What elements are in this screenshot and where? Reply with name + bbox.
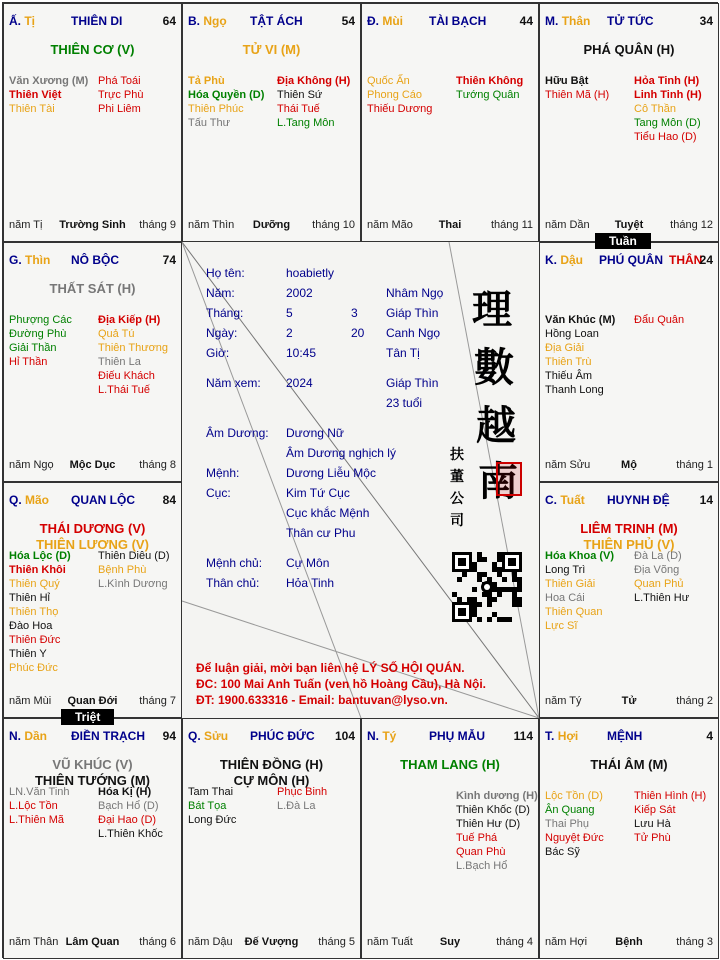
right-stars bbox=[277, 785, 327, 813]
year-label: năm Ngọ bbox=[9, 459, 54, 471]
right-stars bbox=[98, 74, 143, 116]
cell-number: 4 bbox=[706, 729, 713, 743]
info-label: Tháng: bbox=[206, 306, 244, 320]
month-label: tháng 11 bbox=[490, 219, 533, 231]
star-item: Hỏa Tinh (H) bbox=[634, 75, 700, 87]
palace-name: ĐIỀN TRẠCH bbox=[71, 729, 145, 743]
left-stars bbox=[545, 789, 604, 859]
cell-header bbox=[545, 729, 713, 745]
star-item: Quan Phù bbox=[456, 846, 506, 858]
right-stars bbox=[634, 74, 702, 144]
left-stars bbox=[9, 74, 88, 116]
month-label: tháng 3 bbox=[676, 936, 713, 948]
info-value: Dương Nữ bbox=[286, 426, 344, 440]
contact-line-3: ĐT: 1900.633316 - Email: bantuvan@lyso.vn. bbox=[196, 693, 448, 707]
star-item: Địa Võng bbox=[634, 564, 680, 576]
cell-branch: B. Ngọ bbox=[188, 14, 227, 28]
star-item: LN.Văn Tinh bbox=[9, 786, 70, 798]
palace-cell-hoi bbox=[539, 718, 719, 959]
info-value-2: 3 bbox=[351, 306, 358, 320]
center-info-panel bbox=[184, 244, 541, 720]
right-stars bbox=[98, 549, 170, 591]
palace-name: PHỤ MẪU bbox=[429, 729, 485, 743]
life-stage: Dưỡng bbox=[252, 219, 291, 231]
star-item: Thai Phụ bbox=[545, 818, 590, 830]
month-label: tháng 5 bbox=[318, 936, 355, 948]
star-item: Tướng Quân bbox=[456, 89, 520, 101]
star-item: Đà La (D) bbox=[634, 550, 682, 562]
cell-header bbox=[9, 493, 176, 509]
star-item: Cô Thần bbox=[634, 103, 676, 115]
star-item: Thiên Hư (D) bbox=[456, 818, 521, 830]
main-star: THIÊN TƯỚNG (M) bbox=[34, 773, 151, 788]
cell-header bbox=[545, 253, 713, 269]
palace-cell-mui bbox=[361, 3, 539, 242]
star-item: Phục Binh bbox=[277, 786, 328, 798]
cell-number: 64 bbox=[162, 14, 176, 28]
month-label: tháng 1 bbox=[676, 459, 713, 471]
info-label: Thân chủ: bbox=[206, 576, 260, 590]
right-stars bbox=[634, 313, 684, 327]
star-item: Thiên Thọ bbox=[9, 606, 59, 618]
cell-branch: Q. Mão bbox=[9, 493, 50, 507]
small-calli-1: 扶 bbox=[450, 447, 464, 463]
cell-number: 114 bbox=[513, 729, 533, 743]
cell-number: 24 bbox=[699, 253, 713, 267]
palace-name: TẬT ÁCH bbox=[250, 14, 303, 28]
main-star: LIÊM TRINH (M) bbox=[580, 521, 678, 536]
star-item: L.Thiên Mã bbox=[9, 814, 65, 826]
palace-cell-ngo bbox=[182, 3, 361, 242]
year-label: năm Thìn bbox=[188, 219, 235, 231]
star-item: Văn Khúc (M) bbox=[545, 314, 616, 326]
star-item: Bát Tọa bbox=[188, 800, 227, 812]
life-stage: Lâm Quan bbox=[65, 936, 120, 948]
cell-header bbox=[367, 729, 533, 745]
main-star: THIÊN PHỦ (V) bbox=[583, 537, 675, 552]
info-value: 2024 bbox=[286, 376, 313, 390]
star-item: Thiên Thương bbox=[98, 342, 169, 354]
star-item: L.Đà La bbox=[277, 800, 316, 812]
star-item: Địa Giải bbox=[545, 342, 585, 354]
horoscope-board bbox=[2, 2, 718, 958]
main-star: THIÊN LƯƠNG (V) bbox=[36, 537, 149, 552]
calli-2: 數 bbox=[474, 344, 514, 391]
star-item: Thiên Khốc (D) bbox=[456, 804, 530, 816]
star-item: Nguyệt Đức bbox=[545, 832, 604, 844]
info-value: Kim Tứ Cục bbox=[286, 486, 350, 500]
star-item: Kiếp Sát bbox=[634, 804, 676, 816]
main-star: THIÊN CƠ (V) bbox=[50, 42, 135, 57]
star-item: Hoa Cái bbox=[545, 592, 585, 604]
star-item: Thiên Quý bbox=[9, 578, 60, 590]
star-item: Thiên Hình (H) bbox=[634, 790, 707, 802]
year-label: năm Hợi bbox=[545, 936, 588, 948]
month-label: tháng 9 bbox=[139, 219, 176, 231]
star-item: Bạch Hổ (D) bbox=[98, 800, 159, 812]
star-item: Thiên Diêu (D) bbox=[98, 550, 170, 562]
main-star: VŨ KHÚC (V) bbox=[52, 757, 133, 772]
right-stars bbox=[98, 313, 168, 397]
star-item: Lộc Tồn (D) bbox=[545, 790, 603, 802]
star-item: Thanh Long bbox=[545, 384, 604, 396]
info-canchi: Canh Ngọ bbox=[386, 326, 441, 340]
info-value: Âm Dương nghịch lý bbox=[286, 446, 396, 460]
cell-branch: Q. Sửu bbox=[188, 729, 229, 743]
info-value-2: 20 bbox=[351, 326, 365, 340]
cell-header bbox=[367, 14, 533, 30]
star-item: Địa Không (H) bbox=[277, 75, 351, 87]
star-item: Tả Phù bbox=[188, 75, 225, 87]
tuan-tag: Tuần bbox=[595, 233, 651, 249]
left-stars bbox=[9, 785, 70, 827]
info-label: Âm Dương: bbox=[206, 426, 269, 440]
red-seal bbox=[496, 462, 522, 496]
cell-header bbox=[9, 253, 176, 269]
info-label: Năm: bbox=[206, 286, 235, 300]
star-item: Hỉ Thần bbox=[9, 356, 48, 368]
info-label: Giờ: bbox=[206, 346, 230, 360]
palace-cell-ti bbox=[3, 3, 182, 242]
right-stars bbox=[634, 549, 689, 605]
star-item: Lực Sĩ bbox=[545, 620, 578, 632]
star-item: Kình dương (H) bbox=[456, 790, 538, 802]
star-item: L.Bạch Hổ bbox=[456, 860, 508, 872]
palace-cell-suu bbox=[182, 718, 361, 959]
cell-branch: M. Thân bbox=[545, 14, 591, 28]
palace-cell-ty bbox=[361, 718, 539, 959]
main-star: THÁI ÂM (M) bbox=[590, 757, 668, 772]
life-stage: Tuyệt bbox=[614, 219, 644, 231]
star-item: Thiên Quan bbox=[545, 606, 603, 618]
star-item: Phi Liêm bbox=[98, 103, 141, 115]
info-value: Thân cư Phu bbox=[286, 526, 356, 540]
star-item: Tang Môn (D) bbox=[634, 117, 701, 129]
star-item: Thiên Mã (H) bbox=[545, 89, 610, 101]
calli-3: 越 bbox=[476, 402, 516, 449]
star-item: Quả Tú bbox=[98, 328, 135, 340]
cell-header bbox=[188, 729, 355, 745]
star-item: Tấu Thư bbox=[188, 117, 231, 129]
life-stage: Đế Vượng bbox=[244, 936, 299, 948]
right-stars bbox=[634, 789, 706, 845]
month-label: tháng 8 bbox=[139, 459, 176, 471]
cell-number: 44 bbox=[519, 14, 533, 28]
info-label: Ngày: bbox=[206, 326, 238, 340]
cell-branch: Đ. Mùi bbox=[367, 14, 404, 28]
star-item: Thiên Đức bbox=[9, 634, 61, 646]
star-item: Thiên Trù bbox=[545, 356, 592, 368]
palace-cell-mao bbox=[3, 482, 182, 718]
info-label: Cục: bbox=[206, 486, 231, 500]
right-stars bbox=[456, 74, 523, 102]
small-calli-4: 司 bbox=[450, 513, 464, 529]
main-star: THÁI DƯƠNG (V) bbox=[39, 521, 146, 536]
cell-number: 104 bbox=[334, 729, 355, 743]
star-item: L.Kình Dương bbox=[98, 578, 168, 590]
palace-name: THIÊN DI bbox=[71, 14, 123, 28]
info-label: Mệnh: bbox=[206, 466, 240, 480]
star-item: Điếu Khách bbox=[98, 370, 155, 382]
star-item: Đại Hao (D) bbox=[98, 814, 157, 826]
star-item: Quan Phủ bbox=[634, 578, 684, 590]
star-item: Long Đức bbox=[188, 814, 237, 826]
cell-branch: N. Tý bbox=[367, 729, 397, 743]
main-star: PHÁ QUÂN (H) bbox=[583, 42, 675, 57]
year-label: năm Thân bbox=[9, 936, 59, 948]
star-item: Thái Tuế bbox=[277, 103, 320, 115]
star-item: Long Trì bbox=[545, 564, 586, 576]
palace-cell-thin bbox=[3, 242, 182, 482]
palace-cell-than bbox=[539, 3, 719, 242]
left-stars bbox=[367, 74, 432, 116]
cell-branch: K. Dậu bbox=[545, 253, 584, 267]
info-canchi: Giáp Thìn bbox=[386, 306, 439, 320]
main-star: CỰ MÔN (H) bbox=[233, 773, 310, 788]
info-canchi: 23 tuổi bbox=[386, 396, 423, 410]
left-stars bbox=[545, 74, 609, 102]
life-stage: Mộc Dục bbox=[69, 459, 116, 471]
cell-header bbox=[9, 729, 176, 745]
info-canchi: Giáp Thìn bbox=[386, 376, 439, 390]
year-label: năm Tị bbox=[9, 219, 43, 231]
star-item: Hồng Loan bbox=[545, 328, 599, 340]
life-stage: Suy bbox=[439, 936, 461, 948]
star-item: Thiên Giải bbox=[545, 578, 596, 590]
star-item: Lưu Hà bbox=[634, 818, 671, 830]
star-item: Hóa Kị (H) bbox=[98, 786, 152, 798]
star-item: Hữu Bật bbox=[545, 75, 589, 87]
cell-footer bbox=[188, 219, 355, 233]
small-calli-2: 董 bbox=[450, 469, 464, 485]
left-stars bbox=[545, 313, 615, 397]
right-stars bbox=[98, 785, 163, 841]
month-label: tháng 12 bbox=[670, 219, 713, 231]
star-item: Thiên Sứ bbox=[277, 89, 323, 101]
year-label: năm Tuất bbox=[367, 936, 413, 948]
triet-tag: Triệt bbox=[61, 709, 114, 725]
cell-footer bbox=[367, 936, 533, 950]
left-stars bbox=[188, 74, 264, 130]
star-item: Phượng Các bbox=[9, 314, 72, 326]
info-value: 5 bbox=[286, 306, 293, 320]
palace-name: QUAN LỘC bbox=[71, 493, 135, 507]
star-item: L.Tang Môn bbox=[277, 117, 335, 129]
cell-footer bbox=[545, 219, 713, 233]
than-marker: THÂN bbox=[669, 253, 703, 267]
info-canchi: Nhâm Ngọ bbox=[386, 286, 444, 300]
star-item: Thiên Việt bbox=[9, 89, 62, 101]
star-item: Ân Quang bbox=[545, 804, 595, 816]
star-item: Thiếu Âm bbox=[545, 370, 593, 382]
year-label: năm Mão bbox=[367, 219, 413, 231]
info-value: Cục khắc Mệnh bbox=[286, 506, 370, 520]
star-item: Đào Hoa bbox=[9, 620, 53, 632]
star-item: L.Thái Tuế bbox=[98, 384, 150, 396]
star-item: L.Lộc Tồn bbox=[9, 800, 58, 812]
star-item: Thiên Phúc bbox=[188, 103, 244, 115]
qr-code bbox=[452, 552, 522, 622]
star-item: Tam Thai bbox=[188, 786, 234, 798]
cell-footer bbox=[9, 936, 176, 950]
star-item: Đẩu Quân bbox=[634, 314, 685, 326]
life-stage: Tử bbox=[621, 695, 637, 707]
info-value: Cự Môn bbox=[286, 556, 330, 570]
month-label: tháng 4 bbox=[496, 936, 533, 948]
palace-cell-dan bbox=[3, 718, 182, 959]
left-stars bbox=[188, 785, 236, 827]
star-item: Linh Tinh (H) bbox=[634, 89, 702, 101]
life-stage: Bệnh bbox=[615, 936, 643, 948]
left-stars bbox=[9, 549, 71, 675]
cell-header bbox=[9, 14, 176, 30]
info-value: hoabietly bbox=[286, 266, 335, 280]
month-label: tháng 7 bbox=[139, 695, 176, 707]
star-item: Địa Kiếp (H) bbox=[98, 314, 161, 326]
star-item: Phong Cáo bbox=[367, 89, 423, 101]
info-value: 2002 bbox=[286, 286, 313, 300]
cell-footer bbox=[188, 936, 355, 950]
palace-name: NÔ BỘC bbox=[71, 253, 119, 267]
cell-branch: T. Hợi bbox=[545, 729, 579, 743]
calli-1: 理 bbox=[472, 286, 512, 333]
year-label: năm Tý bbox=[545, 695, 582, 707]
star-item: Tử Phù bbox=[634, 832, 671, 844]
star-item: Phá Toái bbox=[98, 75, 141, 87]
palace-name: TÀI BẠCH bbox=[429, 14, 487, 28]
year-label: năm Dậu bbox=[188, 936, 233, 948]
life-stage: Trường Sinh bbox=[59, 219, 126, 231]
cell-footer bbox=[545, 459, 713, 473]
star-item: Thiếu Dương bbox=[367, 103, 433, 115]
info-canchi: Tân Tị bbox=[386, 346, 420, 360]
cell-footer bbox=[545, 936, 713, 950]
star-item: Văn Xương (M) bbox=[9, 75, 89, 87]
left-stars bbox=[9, 313, 72, 369]
star-item: Tuế Phá bbox=[456, 832, 498, 844]
palace-name: PHÚ QUÂN bbox=[599, 253, 664, 267]
star-item: Quốc Ấn bbox=[367, 75, 410, 87]
star-item: Bệnh Phù bbox=[98, 564, 147, 576]
life-stage: Mộ bbox=[621, 459, 637, 471]
year-label: năm Dần bbox=[545, 219, 590, 231]
main-star: THẤT SÁT (H) bbox=[49, 281, 136, 296]
month-label: tháng 10 bbox=[312, 219, 355, 231]
cell-header bbox=[545, 14, 713, 30]
star-item: Thiên Hỉ bbox=[9, 592, 50, 604]
main-star: THAM LANG (H) bbox=[400, 757, 500, 772]
calli-4: 南 bbox=[478, 458, 518, 505]
contact-line-1: Để luận giải, mời bạn liên hệ LÝ SỐ HỘI QUÁN. bbox=[196, 661, 465, 675]
cell-footer bbox=[367, 219, 533, 233]
info-value: 2 bbox=[286, 326, 293, 340]
cell-header bbox=[188, 14, 355, 30]
life-stage: Thai bbox=[438, 219, 462, 231]
info-value: Dương Liễu Mộc bbox=[286, 466, 376, 480]
palace-cell-dau bbox=[539, 242, 719, 482]
star-item: L.Thiên Khốc bbox=[98, 828, 163, 840]
cell-footer bbox=[9, 695, 176, 709]
cell-branch: N. Dần bbox=[9, 729, 48, 743]
cell-branch: C. Tuất bbox=[545, 493, 585, 507]
info-label: Năm xem: bbox=[206, 376, 261, 390]
star-item: Trực Phù bbox=[98, 89, 144, 101]
star-item: Thiên La bbox=[98, 356, 141, 368]
star-item: Hóa Lộc (D) bbox=[9, 550, 71, 562]
main-star: THIÊN ĐỒNG (H) bbox=[219, 757, 324, 772]
cell-number: 74 bbox=[162, 253, 176, 267]
small-calli-3: 公 bbox=[450, 491, 464, 507]
palace-name: HUYNH ĐỆ bbox=[607, 493, 670, 507]
palace-cell-tuat bbox=[539, 482, 719, 718]
star-item: Thiên Y bbox=[9, 648, 47, 660]
star-item: L.Thiên Hư bbox=[634, 592, 690, 604]
palace-name: PHÚC ĐỨC bbox=[250, 729, 315, 743]
info-value: 10:45 bbox=[286, 346, 317, 360]
cell-number: 94 bbox=[162, 729, 176, 743]
month-label: tháng 6 bbox=[139, 936, 176, 948]
cell-footer bbox=[9, 219, 176, 233]
info-label: Mệnh chủ: bbox=[206, 556, 263, 570]
info-label: Họ tên: bbox=[206, 266, 245, 280]
cell-number: 84 bbox=[162, 493, 176, 507]
star-item: Phúc Đức bbox=[9, 662, 58, 674]
month-label: tháng 2 bbox=[676, 695, 713, 707]
star-item: Thiên Tài bbox=[9, 103, 55, 115]
cell-footer bbox=[9, 459, 176, 473]
cell-number: 34 bbox=[699, 14, 713, 28]
main-star: TỬ VI (M) bbox=[242, 42, 301, 57]
year-label: năm Sửu bbox=[545, 459, 591, 471]
cell-branch: G. Thìn bbox=[9, 253, 51, 267]
palace-name: TỬ TỨC bbox=[607, 14, 654, 28]
contact-line-2: ĐC: 100 Mai Anh Tuấn (ven hồ Hoàng Cầu), Hà Nội. bbox=[196, 677, 487, 691]
cell-header bbox=[545, 493, 713, 509]
star-item: Tiểu Hao (D) bbox=[634, 131, 697, 143]
year-label: năm Mùi bbox=[9, 695, 52, 707]
star-item: Hóa Khoa (V) bbox=[545, 550, 615, 562]
right-stars bbox=[277, 74, 350, 130]
star-item: Hóa Quyền (D) bbox=[188, 89, 265, 101]
cell-branch: Ấ. Tị bbox=[9, 14, 36, 28]
cell-number: 54 bbox=[341, 14, 355, 28]
info-value: Hỏa Tinh bbox=[286, 576, 335, 590]
right-stars bbox=[456, 789, 538, 873]
cell-footer bbox=[545, 695, 713, 709]
star-item: Thiên Không bbox=[456, 75, 524, 87]
life-stage: Quan Đới bbox=[67, 695, 118, 707]
star-item: Bác Sỹ bbox=[545, 846, 580, 858]
star-item: Đường Phù bbox=[9, 328, 67, 340]
star-item: Thiên Khôi bbox=[9, 564, 66, 576]
left-stars bbox=[545, 549, 614, 633]
cell-number: 14 bbox=[699, 493, 713, 507]
palace-name: MỆNH bbox=[607, 729, 643, 743]
contact-block bbox=[196, 660, 486, 708]
star-item: Giải Thần bbox=[9, 342, 57, 354]
